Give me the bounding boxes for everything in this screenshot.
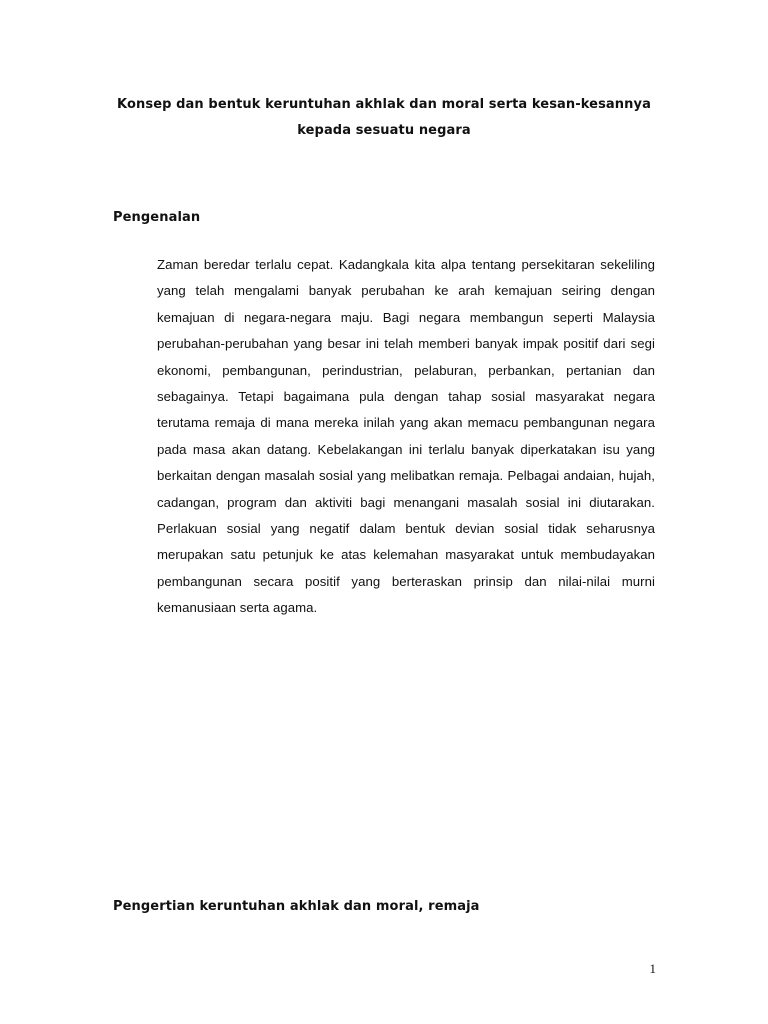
section-heading-pengenalan: Pengenalan (113, 210, 201, 225)
document-title-line-2: kepada sesuatu negara (297, 123, 471, 138)
page-number: 1 (649, 961, 656, 976)
document-title (0, 92, 768, 144)
section-paragraph-pengenalan: Zaman beredar terlalu cepat. Kadangkala kita alpa tentang persekitaran sekeliling yang telah mengalami banyak perubahan ke arah kemajuan seiring dengan kemajuan di negara-negara maju. Bagi negara membangun seperti Malaysia perubahan-perubahan yang besar ini telah memberi banyak impak positif dari segi ekonomi, pembangunan, perindustrian, pelaburan, perbankan, pertanian dan sebagainya. Tetapi bagaimana pula dengan tahap sosial masyarakat negara terutama remaja di mana mereka inilah yang akan memacu pembangunan negara pada masa akan datang. Kebelakangan ini terlalu banyak diperkatakan isu yang berkaitan dengan masalah sosial yang melibatkan remaja. Pelbagai andaian, hujah, cadangan, program dan aktiviti bagi menangani masalah sosial ini diutarakan. Perlakuan sosial yang negatif dalam bentuk devian sosial tidak seharusnya merupakan satu petunjuk ke atas kelemahan masyarakat untuk membudayakan pembangunan secara positif yang berteraskan prinsip dan nilai-nilai murni kemanusiaan serta agama. (157, 257, 655, 616)
section-heading-pengertian: Pengertian keruntuhan akhlak dan moral, remaja (113, 899, 480, 914)
document-title-line-1: Konsep dan bentuk keruntuhan akhlak dan moral serta kesan-kesannya (117, 97, 651, 112)
